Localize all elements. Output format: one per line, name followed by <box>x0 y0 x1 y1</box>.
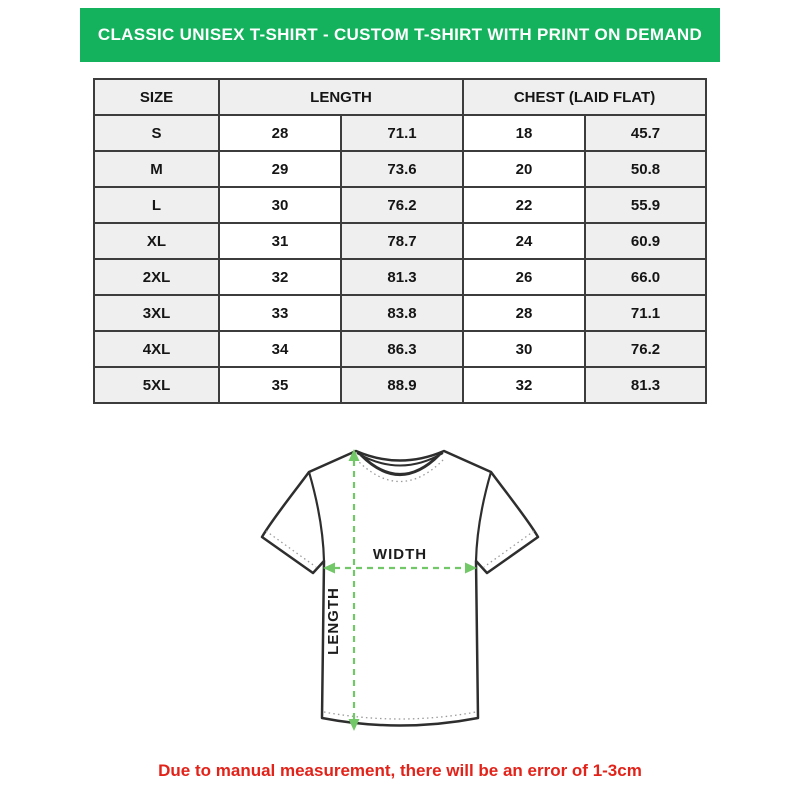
chest-in-cell: 22 <box>463 187 585 223</box>
size-cell: 3XL <box>94 295 219 331</box>
length-in-cell: 33 <box>219 295 341 331</box>
table-row <box>94 367 706 403</box>
length-cm-cell: 73.6 <box>341 151 463 187</box>
chest-cm-cell: 45.7 <box>585 115 706 151</box>
table-row <box>94 331 706 367</box>
length-in-cell: 28 <box>219 115 341 151</box>
chest-cm-cell: 81.3 <box>585 367 706 403</box>
chest-in-cell: 26 <box>463 259 585 295</box>
length-in-cell: 35 <box>219 367 341 403</box>
length-in-cell: 32 <box>219 259 341 295</box>
chest-cm-cell: 66.0 <box>585 259 706 295</box>
length-in-cell: 31 <box>219 223 341 259</box>
size-cell: M <box>94 151 219 187</box>
tshirt-measurement-diagram <box>238 436 562 746</box>
arrowhead-down-icon <box>349 719 360 731</box>
table-header-row <box>94 79 706 115</box>
length-label: LENGTH <box>325 587 342 655</box>
chest-cm-cell: 60.9 <box>585 223 706 259</box>
table-row <box>94 223 706 259</box>
chest-in-cell: 18 <box>463 115 585 151</box>
size-cell: XL <box>94 223 219 259</box>
column-header-chest: CHEST (LAID FLAT) <box>463 79 706 115</box>
length-cm-cell: 71.1 <box>341 115 463 151</box>
size-cell: 2XL <box>94 259 219 295</box>
table-row <box>94 115 706 151</box>
chest-cm-cell: 71.1 <box>585 295 706 331</box>
column-header-length: LENGTH <box>219 79 463 115</box>
size-cell: 4XL <box>94 331 219 367</box>
length-cm-cell: 88.9 <box>341 367 463 403</box>
table-row <box>94 295 706 331</box>
page-title: CLASSIC UNISEX T-SHIRT - CUSTOM T-SHIRT WITH PRINT ON DEMAND <box>97 25 703 44</box>
size-cell: S <box>94 115 219 151</box>
length-in-cell: 29 <box>219 151 341 187</box>
width-label: WIDTH <box>372 546 428 563</box>
chest-in-cell: 20 <box>463 151 585 187</box>
chest-cm-cell: 55.9 <box>585 187 706 223</box>
length-cm-cell: 86.3 <box>341 331 463 367</box>
table-row <box>94 259 706 295</box>
size-cell: 5XL <box>94 367 219 403</box>
tshirt-outline <box>262 451 538 726</box>
table-row <box>94 151 706 187</box>
length-in-cell: 30 <box>219 187 341 223</box>
length-cm-cell: 78.7 <box>341 223 463 259</box>
chest-in-cell: 28 <box>463 295 585 331</box>
chest-in-cell: 30 <box>463 331 585 367</box>
length-cm-cell: 83.8 <box>341 295 463 331</box>
chest-in-cell: 24 <box>463 223 585 259</box>
length-cm-cell: 76.2 <box>341 187 463 223</box>
column-header-size: SIZE <box>94 79 219 115</box>
chest-cm-cell: 50.8 <box>585 151 706 187</box>
length-cm-cell: 81.3 <box>341 259 463 295</box>
measurement-disclaimer: Due to manual measurement, there will be an error of 1-3cm <box>158 761 642 780</box>
chest-in-cell: 32 <box>463 367 585 403</box>
table-row <box>94 187 706 223</box>
size-cell: L <box>94 187 219 223</box>
size-chart-table <box>93 78 707 404</box>
length-in-cell: 34 <box>219 331 341 367</box>
title-banner <box>80 8 720 62</box>
chest-cm-cell: 76.2 <box>585 331 706 367</box>
